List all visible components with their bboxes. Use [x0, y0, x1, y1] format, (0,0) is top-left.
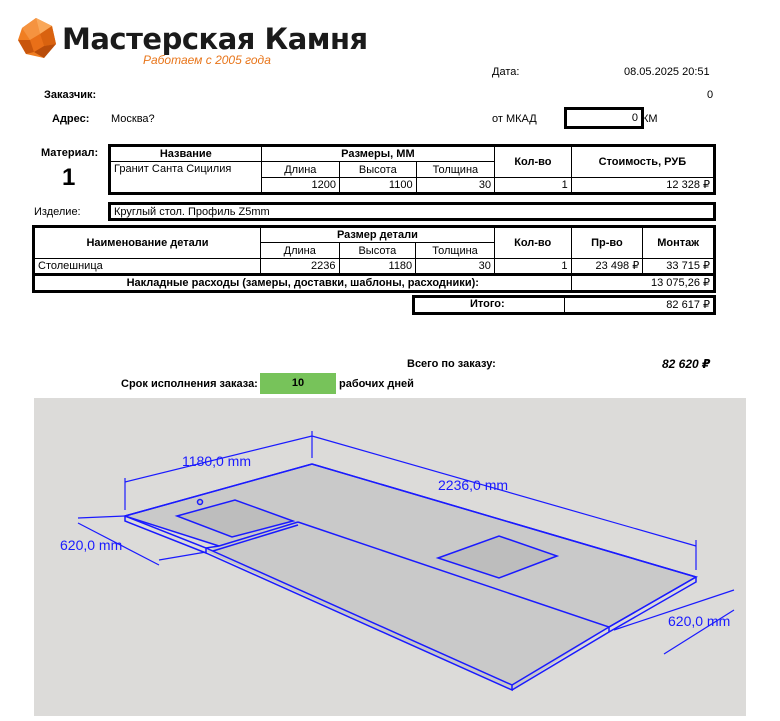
material-col-qty: Кол-во — [495, 146, 572, 178]
date-value: 08.05.2025 20:51 — [624, 66, 710, 78]
total-value: 82 617 ₽ — [666, 299, 710, 311]
material-col-length: Длина — [261, 162, 339, 178]
detail-length: 2236 — [260, 259, 339, 275]
details-col-name: Наименование детали — [34, 227, 261, 259]
detail-thickness: 30 — [416, 259, 495, 275]
material-height: 1100 — [340, 178, 417, 194]
address-label: Адрес: — [52, 113, 90, 125]
term-label: Срок исполнения заказа: — [121, 378, 258, 390]
dim-length: 2236,0 mm — [438, 477, 509, 493]
material-thickness: 30 — [416, 178, 495, 194]
dim-depth-left: 620,0 mm — [60, 537, 123, 553]
order-total-value: 82 620 ₽ — [662, 357, 711, 371]
date-label: Дата: — [492, 66, 520, 78]
details-table — [32, 225, 716, 293]
material-table — [108, 144, 716, 195]
material-col-height: Высота — [340, 162, 417, 178]
details-col-install: Монтаж — [643, 227, 715, 259]
material-name: Гранит Санта Сицилия — [110, 162, 262, 194]
logo-title: Мастерская Камня — [62, 22, 368, 56]
table-row — [34, 259, 715, 275]
order-total-label: Всего по заказу: — [407, 358, 496, 370]
term-unit: рабочих дней — [339, 378, 414, 390]
product-value: Круглый стол. Профиль Z5mm — [114, 206, 270, 218]
details-col-length: Длина — [260, 243, 339, 259]
details-col-height: Высота — [339, 243, 416, 259]
material-col-sizes: Размеры, ММ — [261, 146, 495, 162]
detail-qty: 1 — [494, 259, 571, 275]
details-col-production: Пр-во — [571, 227, 643, 259]
details-col-qty: Кол-во — [494, 227, 571, 259]
address-value: Москва? — [111, 113, 155, 125]
detail-install: 33 715 ₽ — [643, 259, 715, 275]
material-qty: 1 — [495, 178, 572, 194]
material-col-cost: Стоимость, РУБ — [571, 146, 714, 178]
mkad-label: от МКАД — [492, 113, 537, 125]
total-label: Итого: — [470, 298, 505, 310]
total-divider — [564, 297, 565, 313]
details-col-thickness: Толщина — [416, 243, 495, 259]
material-cost: 12 328 ₽ — [571, 178, 714, 194]
overhead-label: Накладные расходы (замеры, доставки, шаблоны, расходники): — [34, 275, 572, 292]
material-col-thickness: Толщина — [416, 162, 495, 178]
customer-value: 0 — [707, 89, 714, 101]
material-number: 1 — [62, 164, 76, 191]
material-col-name: Название — [110, 146, 262, 162]
product-label: Изделие: — [34, 206, 81, 218]
mkad-unit: КМ — [642, 113, 658, 125]
logo-icon — [16, 14, 58, 62]
customer-label: Заказчик: — [44, 89, 97, 101]
term-value: 10 — [291, 377, 305, 389]
overhead-value: 13 075,26 ₽ — [571, 275, 714, 292]
detail-height: 1180 — [339, 259, 416, 275]
material-length: 1200 — [261, 178, 339, 194]
dim-depth-right: 620,0 mm — [668, 613, 731, 629]
dim-width: 1180,0 mm — [182, 453, 251, 469]
detail-production: 23 498 ₽ — [571, 259, 643, 275]
detail-name: Столешница — [34, 259, 261, 275]
material-label: Материал: — [41, 147, 99, 159]
mkad-value: 0 — [631, 112, 638, 124]
countertop-drawing — [34, 398, 746, 716]
logo-subtitle: Работаем с 2005 года — [143, 53, 271, 67]
details-col-size: Размер детали — [260, 227, 494, 243]
